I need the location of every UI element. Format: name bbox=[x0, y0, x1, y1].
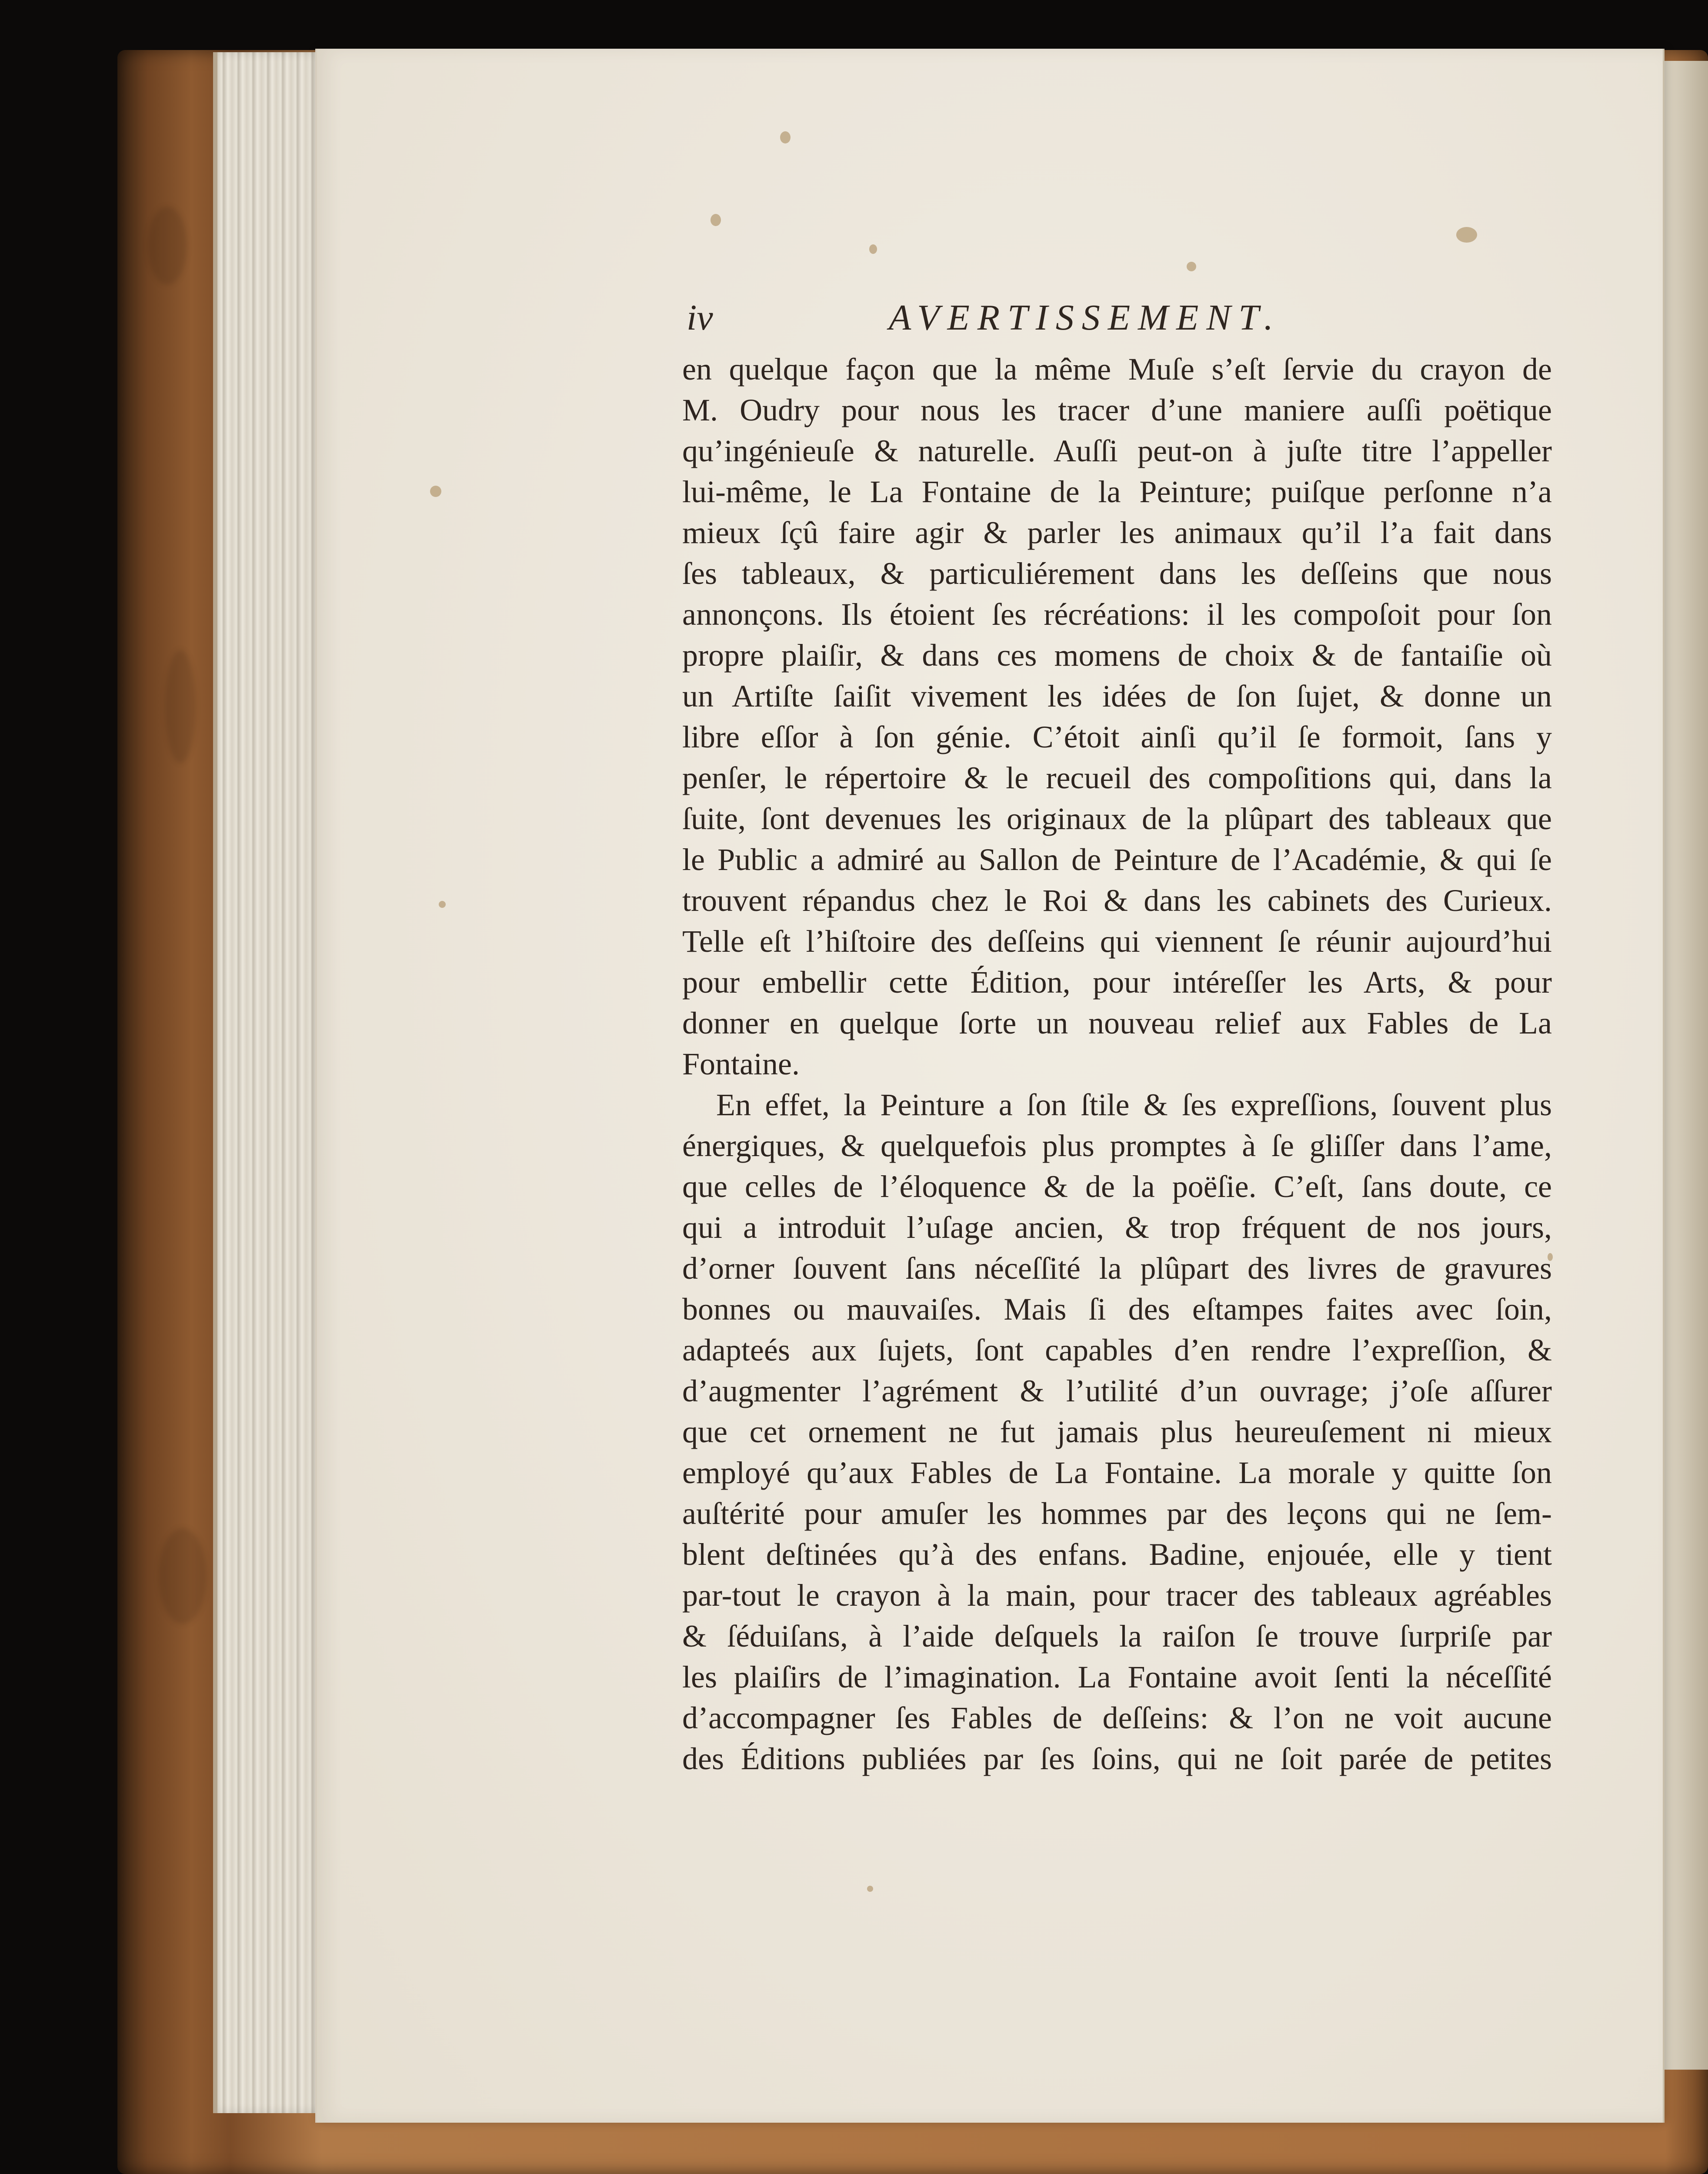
text-line: pour embellir cette Édition, pour intéreſſer les Arts, & pour bbox=[682, 965, 1552, 1000]
text-line: libre eſſor à ſon génie. C’étoit ainſi qu’il ſe formoit, ſans y bbox=[682, 720, 1552, 754]
text-line: lui-même, le La Fontaine de la Peinture; puiſque perſonne n’a bbox=[682, 474, 1552, 509]
text-line: bonnes ou mauvaiſes. Mais ſi des eſtampes faites avec ſoin, bbox=[682, 1292, 1552, 1327]
leather-stain bbox=[148, 207, 187, 285]
foxing-spot bbox=[430, 486, 441, 497]
text-line: un Artiſte ſaiſit vivement les idées de ſon ſujet, & donne un bbox=[682, 679, 1552, 714]
text-line: qui a introduit l’uſage ancien, & trop fréquent de nos jours, bbox=[682, 1210, 1552, 1245]
text-line: Telle eſt l’hiſtoire des deſſeins qui viennent ſe réunir aujourd’hui bbox=[682, 924, 1552, 959]
blank-leaves-stack bbox=[213, 52, 333, 2113]
text-line: blent deſtinées qu’à des enfans. Badine, enjouée, elle y tient bbox=[682, 1537, 1552, 1572]
page-number: iv bbox=[687, 297, 713, 338]
text-line: penſer, le répertoire & le recueil des compoſitions qui, dans la bbox=[682, 760, 1552, 795]
text-line: que cet ornement ne fut jamais plus heureuſement ni mieux bbox=[682, 1414, 1552, 1449]
text-line: propre plaiſir, & dans ces momens de choix & de fantaiſie où bbox=[682, 638, 1552, 673]
text-line: qu’ingénieuſe & naturelle. Auſſi peut-on à juſte titre l’appeller bbox=[682, 433, 1552, 468]
foxing-spot bbox=[869, 244, 877, 254]
text-line: adapteés aux ſujets, ſont capables d’en rendre l’expreſſion, & bbox=[682, 1333, 1552, 1367]
book-page bbox=[315, 49, 1665, 2123]
paragraph-2 bbox=[682, 1084, 1552, 1779]
text-line: que celles de l’éloquence & de la poëſie. C’eſt, ſans doute, ce bbox=[682, 1169, 1552, 1204]
foxing-spot bbox=[1456, 227, 1477, 243]
text-line: énergiques, & quelquefois plus promptes à ſe gliſſer dans l’ame, bbox=[682, 1128, 1552, 1163]
text-line: ſes tableaux, & particuliérement dans les deſſeins que nous bbox=[682, 556, 1552, 591]
text-line: mieux ſçû faire agir & parler les animaux qu’il l’a fait dans bbox=[682, 515, 1552, 550]
text-line: & ſéduiſans, à l’aide deſquels la raiſon ſe trouve ſurpriſe par bbox=[682, 1619, 1552, 1654]
text-line: par-tout le crayon à la main, pour tracer des tableaux agréables bbox=[682, 1578, 1552, 1613]
text-line: donner en quelque ſorte un nouveau relief aux Fables de La bbox=[682, 1006, 1552, 1040]
text-line: M. Oudry pour nous les tracer d’une maniere auſſi poëtique bbox=[682, 393, 1552, 427]
text-line: En effet, la Peinture a ſon ſtile & ſes expreſſions, ſouvent plus bbox=[716, 1087, 1552, 1122]
text-line: le Public a admiré au Sallon de Peinture de l’Académie, & qui ſe bbox=[682, 842, 1552, 877]
leather-stain bbox=[159, 1528, 207, 1624]
foxing-spot bbox=[867, 1886, 873, 1892]
text-line: d’accompagner ſes Fables de deſſeins: & l’on ne voit aucune bbox=[682, 1701, 1552, 1735]
text-line: des Éditions publiées par ſes ſoins, qui ne ſoit parée de petites bbox=[682, 1741, 1552, 1776]
text-line: auſtérité pour amuſer les hommes par des leçons qui ne ſem- bbox=[682, 1496, 1552, 1531]
text-line: annonçons. Ils étoient ſes récréations: il les compoſoit pour ſon bbox=[682, 597, 1552, 632]
text-line: en quelque façon que la même Muſe s’eſt ſervie du crayon de bbox=[682, 352, 1552, 387]
text-line: d’orner ſouvent ſans néceſſité la plûpart des livres de gravures bbox=[682, 1251, 1552, 1286]
foxing-spot bbox=[711, 214, 721, 226]
foxing-spot bbox=[780, 131, 791, 143]
body-text bbox=[682, 349, 1552, 1779]
text-line: Fontaine. bbox=[682, 1047, 800, 1081]
text-line: d’augmenter l’agrément & l’utilité d’un ouvrage; j’oſe aſſurer bbox=[682, 1374, 1552, 1408]
text-line: employé qu’aux Fables de La Fontaine. La morale y quitte ſon bbox=[682, 1455, 1552, 1490]
text-line: trouvent répandus chez le Roi & dans les cabinets des Curieux. bbox=[682, 883, 1552, 918]
foxing-spot bbox=[439, 901, 446, 908]
foxing-spot bbox=[1187, 262, 1196, 271]
page-header-title: AVERTISSEMENT. bbox=[889, 297, 1281, 338]
leather-stain bbox=[165, 650, 196, 763]
paragraph-1 bbox=[682, 349, 1552, 1084]
text-line: ſuite, ſont devenues les originaux de la plûpart des tableaux que bbox=[682, 801, 1552, 836]
text-line: les plaiſirs de l’imagination. La Fontaine avoit ſenti la néceſſité bbox=[682, 1660, 1552, 1694]
